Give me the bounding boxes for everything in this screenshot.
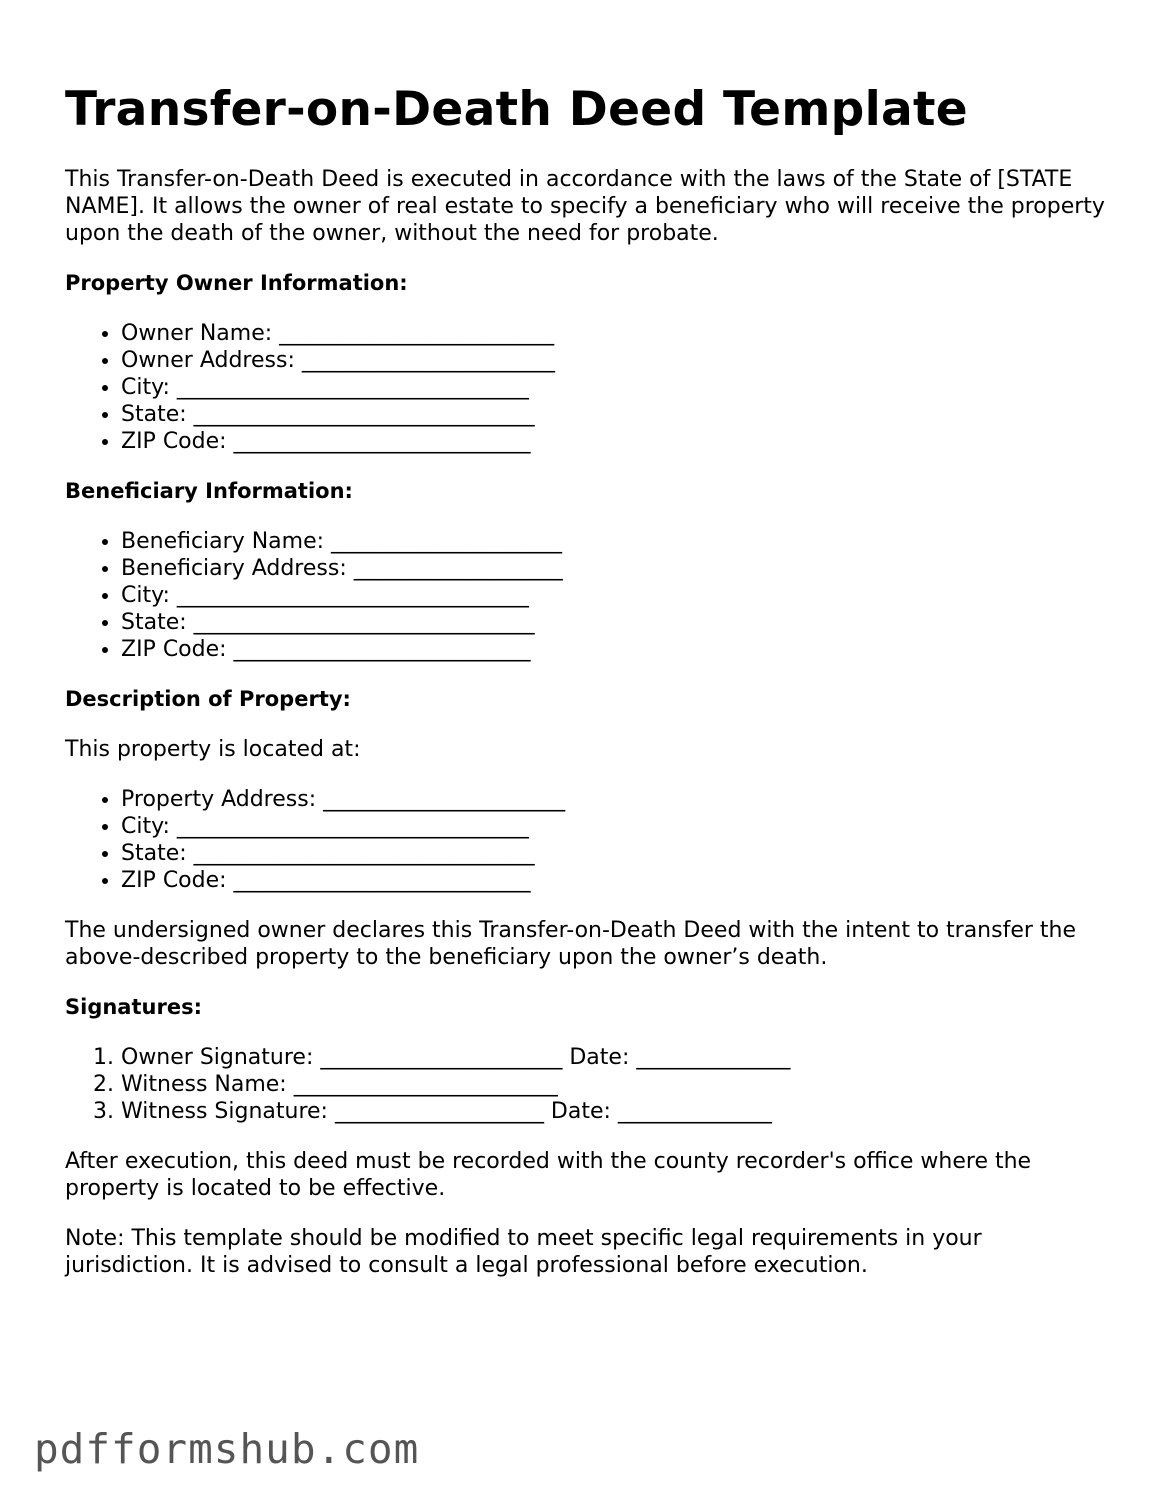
property-info-list xyxy=(65,786,1105,894)
property-lead-text: This property is located at: xyxy=(65,737,361,762)
recording-paragraph: After execution, this deed must be recorded with the county recorder's office where the property is located to be effective. xyxy=(65,1149,1032,1201)
beneficiary-zip-field: • ZIP Code: ___________________________ xyxy=(121,636,1105,663)
note-paragraph: Note: This template should be modified to meet specific legal requirements in your jurisdiction. It is advised to consult a legal professional before execution. xyxy=(65,1226,982,1278)
property-state-field: • State: _______________________________ xyxy=(121,840,1105,867)
signatures-section-heading: Signatures: xyxy=(65,995,202,1019)
beneficiary-state-field: • State: _______________________________ xyxy=(121,609,1105,636)
declaration-paragraph: The undersigned owner declares this Transfer-on-Death Deed with the intent to transfer the above-described property to the beneficiary upon the owner’s death. xyxy=(65,918,1077,970)
owner-signature-field: 1. Owner Signature: ______________________ Date: ______________ xyxy=(121,1044,1105,1071)
owner-info-list xyxy=(65,320,1105,455)
signatures-list xyxy=(65,1044,1105,1125)
property-zip-field: • ZIP Code: ___________________________ xyxy=(121,867,1105,894)
witness-signature-field: 3. Witness Signature: ___________________ Date: ______________ xyxy=(121,1098,1105,1125)
owner-address-field: • Owner Address: _______________________ xyxy=(121,347,1105,374)
beneficiary-section-heading: Beneficiary Information: xyxy=(65,479,353,503)
owner-zip-field: • ZIP Code: ___________________________ xyxy=(121,428,1105,455)
owner-name-field: • Owner Name: _________________________ xyxy=(121,320,1105,347)
document-page xyxy=(65,80,1105,1302)
owner-city-field: • City: ________________________________ xyxy=(121,374,1105,401)
intro-paragraph: This Transfer-on-Death Deed is executed in accordance with the laws of the State of [STATE NAME]. It allows the owner of real estate to specify a beneficiary who will receive the property upon the death of the owner, without the need for probate. xyxy=(65,167,1105,246)
property-city-field: • City: ________________________________ xyxy=(121,813,1105,840)
document-title: Transfer-on-Death Deed Template xyxy=(65,82,968,137)
property-address-field: • Property Address: ______________________ xyxy=(121,786,1105,813)
beneficiary-name-field: • Beneficiary Name: _____________________ xyxy=(121,528,1105,555)
owner-state-field: • State: _______________________________ xyxy=(121,401,1105,428)
property-section-heading: Description of Property: xyxy=(65,687,351,711)
beneficiary-city-field: • City: ________________________________ xyxy=(121,582,1105,609)
beneficiary-info-list xyxy=(65,528,1105,663)
owner-section-heading: Property Owner Information: xyxy=(65,271,408,295)
beneficiary-address-field: • Beneficiary Address: ___________________ xyxy=(121,555,1105,582)
witness-name-field: 2. Witness Name: ________________________ xyxy=(121,1071,1105,1098)
watermark-text: pdfformshub.com xyxy=(34,1425,420,1473)
